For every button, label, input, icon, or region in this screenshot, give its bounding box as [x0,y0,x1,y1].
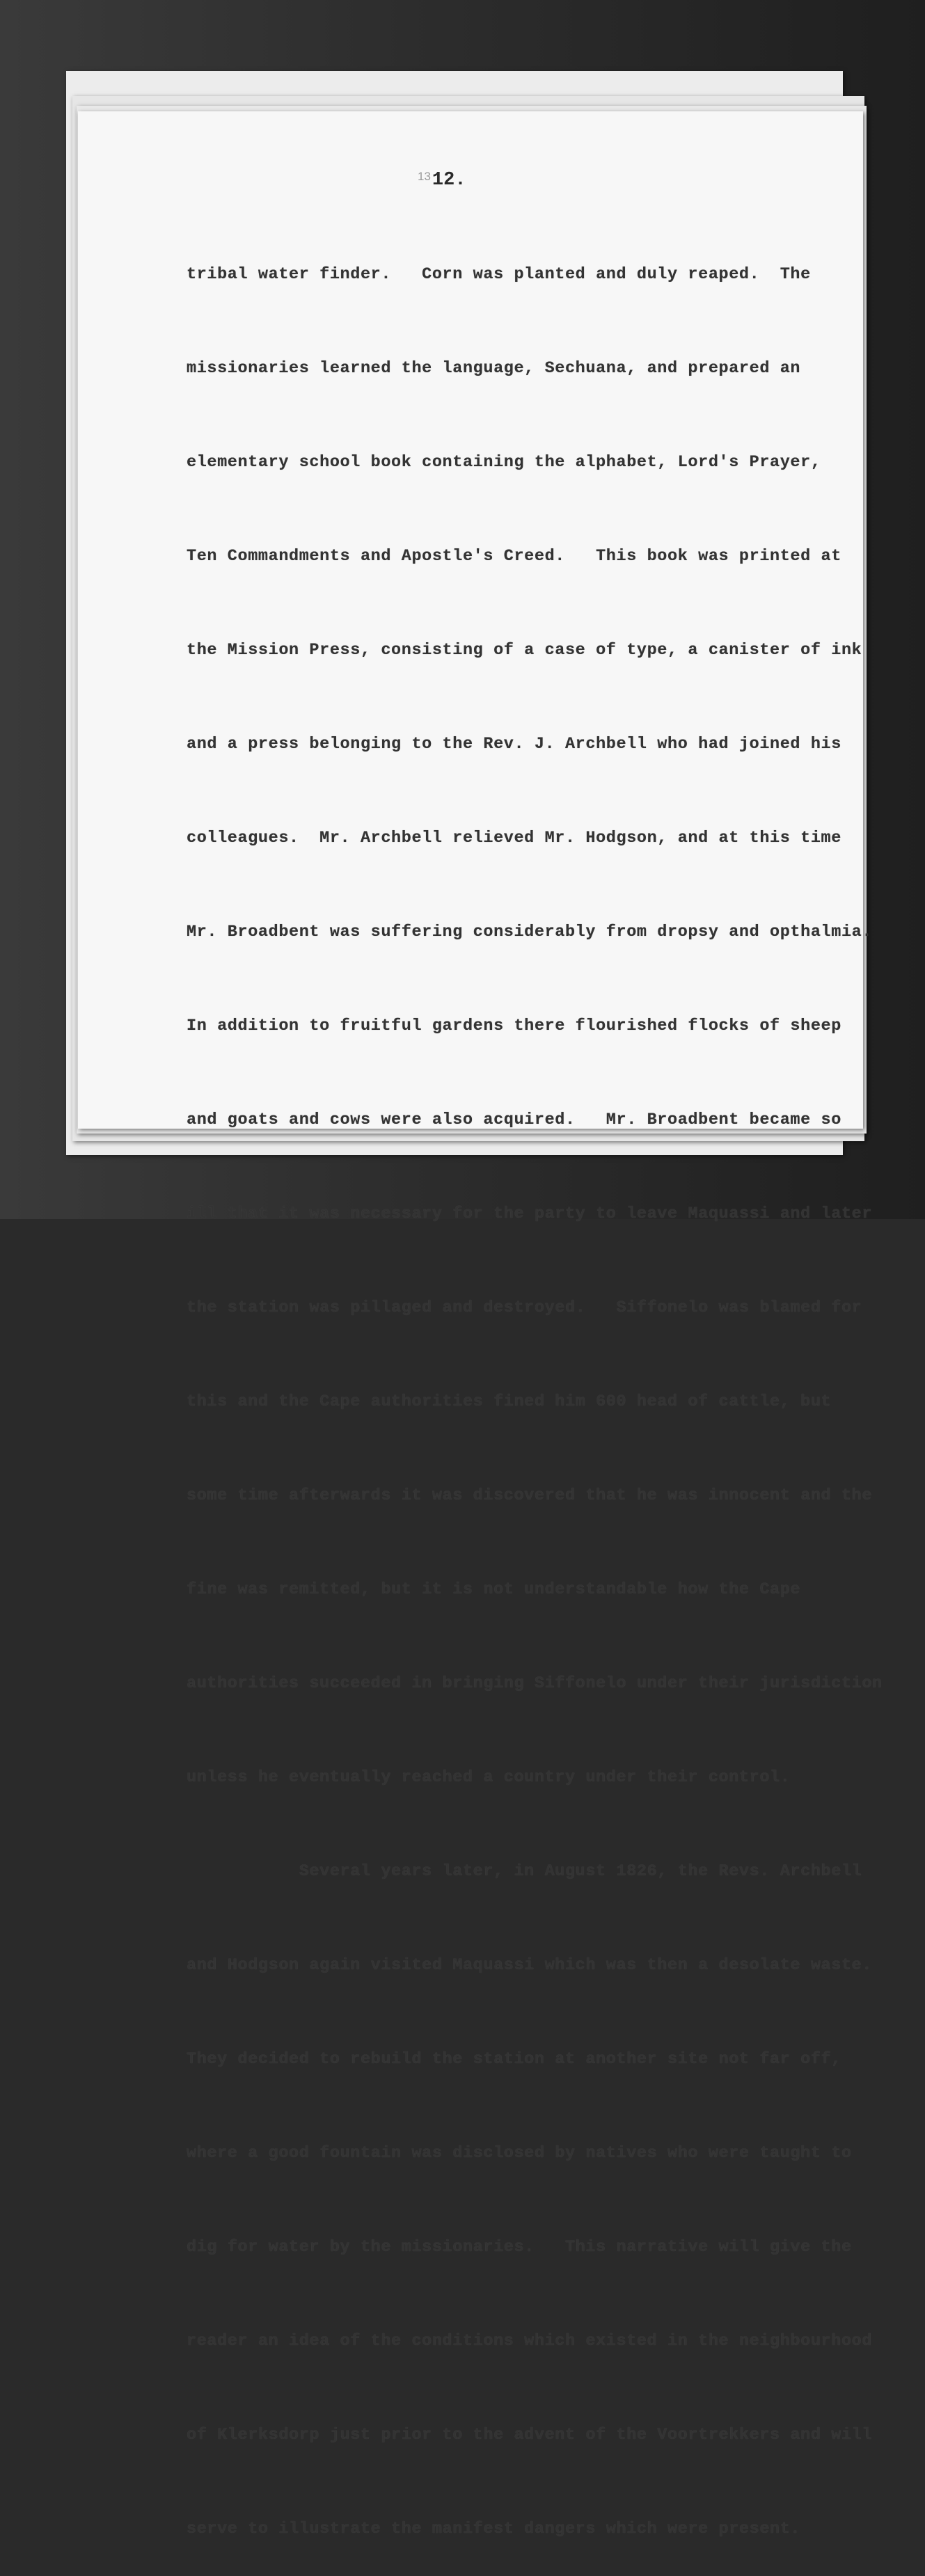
text-line: this and the Cape authorities fined him 600 head of cattle, but [187,1392,832,1411]
text-line: and a press belonging to the Rev. J. Archbell who had joined his [187,735,841,754]
text-line: Several years later, in August 1826, the Revs. Archbell [187,1862,862,1881]
text-line: of Klerksdorp just prior to the advent of the Voortrekkers and will [187,2426,873,2444]
text-line: In addition to fruitful gardens there flourished flocks of sheep [187,1017,841,1035]
text-line: fine was remitted, but it is not understandable how the Cape [187,1580,801,1599]
text-line: reader an idea of the conditions which existed in the neighbourhood [187,2332,873,2351]
text-line: ill that it was necessary for the party to leave Maquassi and later [187,1204,873,1223]
body-text [187,196,883,2576]
text-line: some time afterwards it was discovered that he was innocent and the [187,1486,873,1505]
text-line: tribal water finder. Corn was planted and duly reaped. The [187,265,811,284]
text-line: and Hodgson again visited Maquassi which was then a desolate waste. [187,1956,873,1975]
page-number [418,170,466,191]
text-line: where a good fountain was disclosed by natives who were taught to [187,2144,852,2163]
text-line: missionaries learned the language, Sechuana, and prepared an [187,359,801,378]
typed-page-number: 12. [432,170,466,191]
text-line: dig for water by the missionaries. This narrative will give the [187,2238,852,2257]
text-line: unless he eventually reached a country under their control. [187,1768,791,1787]
text-line: colleagues. Mr. Archbell relieved Mr. Hodgson, and at this time [187,829,841,848]
text-line: the Mission Press, consisting of a case of type, a canister of ink [187,641,862,660]
text-line: Ten Commandments and Apostle's Creed. This book was printed at [187,547,841,566]
text-line: the station was pillaged and destroyed. Siffonelo was blamed for [187,1298,862,1317]
text-line: authorities succeeded in bringing Siffonelo under their jurisdiction [187,1674,883,1693]
text-line: elementary school book containing the alphabet, Lord's Prayer, [187,453,821,472]
text-line: serve to illustrate the manifest dangers which were present. [187,2520,801,2538]
text-line: and goats and cows were also acquired. Mr. Broadbent became so [187,1111,841,1129]
pencil-page-number: 13 [418,170,431,183]
text-line: They decided to rebuild the station at another site not far off, [187,2050,841,2069]
text-line: Mr. Broadbent was suffering considerably from dropsy and opthalmia. [187,923,873,941]
